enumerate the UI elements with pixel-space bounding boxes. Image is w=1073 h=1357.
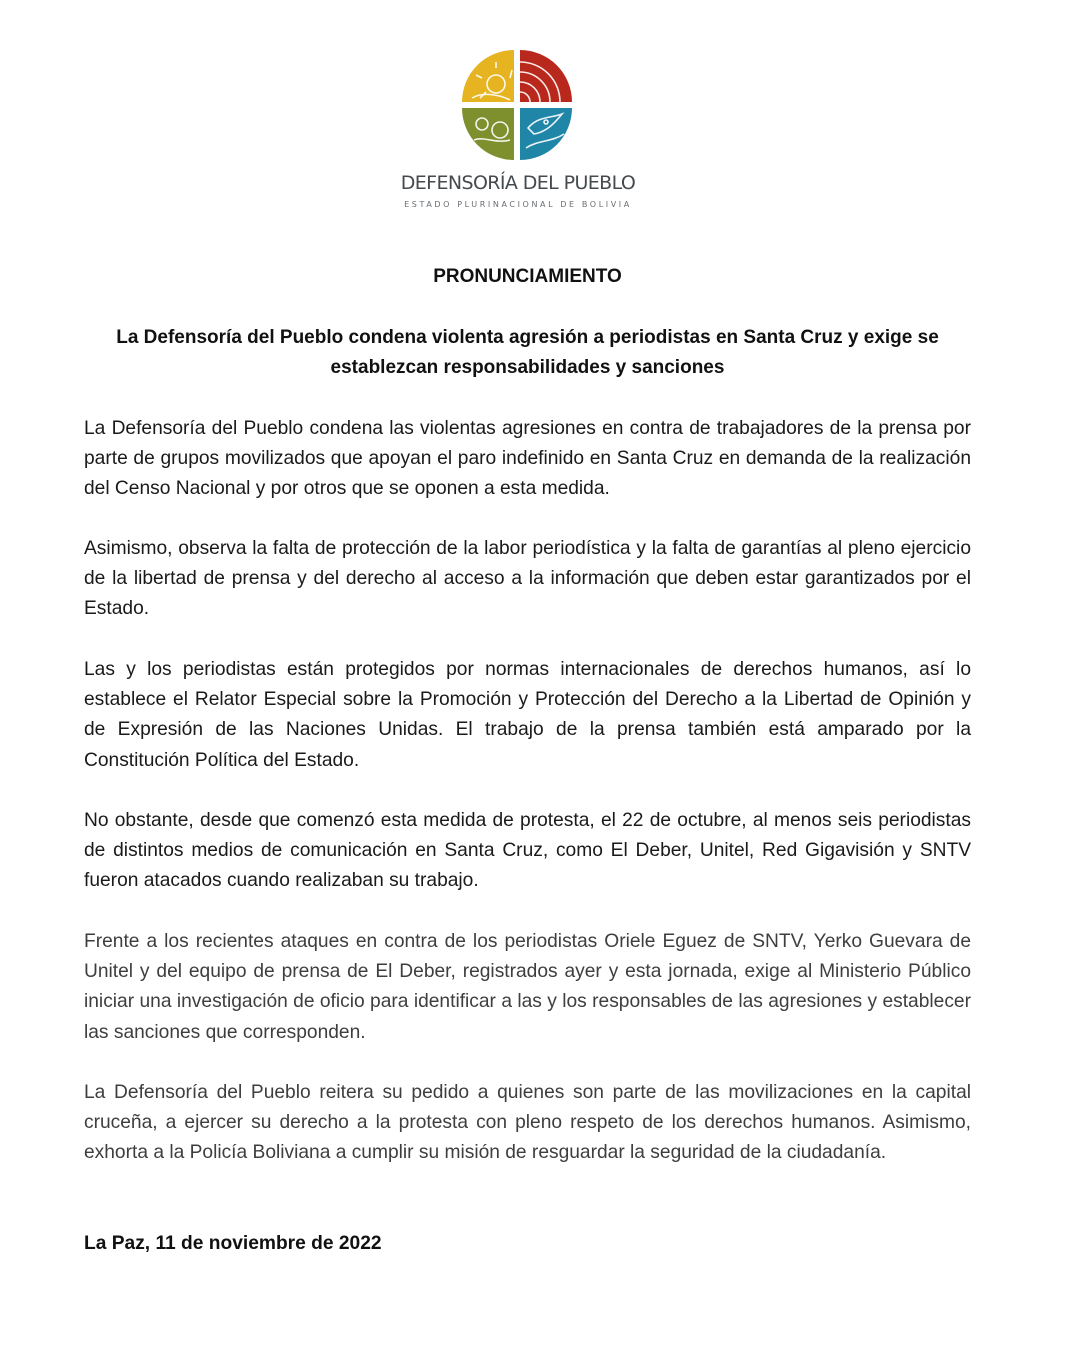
paragraph-1: La Defensoría del Pueblo condena las violentas agresiones en contra de trabajadores de la prensa por parte de grupos movilizados que apoyan el paro indefinido en Santa Cruz en demanda de la realización del Censo Nacional y por otros que se oponen a esta medida. [84, 418, 971, 500]
org-subtitle: ESTADO PLURINACIONAL DE BOLIVIA [404, 200, 632, 209]
document-subtitle: La Defensoría del Pueblo condena violenta agresión a periodistas en Santa Cruz y exige se establezcan responsabilidades y sanciones [116, 327, 939, 378]
place-and-date: La Paz, 11 de noviembre de 2022 [84, 1233, 382, 1254]
paragraph-4: No obstante, desde que comenzó esta medida de protesta, el 22 de octubre, al menos seis periodistas de distintos medios de comunicación en Santa Cruz, como El Deber, Unitel, Red Gigavisión y SNTV fueron atacados cuando realizaban su trabajo. [84, 810, 971, 892]
quadrant-emblem-icon [460, 48, 576, 164]
paragraph-5: Frente a los recientes ataques en contra de los periodistas Oriele Eguez de SNTV, Yerko Guevara de Unitel y del equipo de prensa de El Deber, registrados ayer y esta jornada, exige al Ministerio Público iniciar una investigación de oficio para identificar a las y los responsables de las agresiones y establecer las sanciones que corresponden. [84, 931, 971, 1043]
defensoria-logo [398, 48, 638, 218]
org-name: DEFENSORÍA DEL PUEBLO [400, 172, 636, 194]
paragraph-3: Las y los periodistas están protegidos por normas internacionales de derechos humanos, así lo establece el Relator Especial sobre la Promoción y Protección del Derecho a la Libertad de Opinión y de Expresión de las Naciones Unidas. El trabajo de la prensa también está amparado por la Constitución Política del Estado. [84, 659, 971, 771]
document-title: PRONUNCIAMIENTO [433, 266, 622, 287]
paragraph-2: Asimismo, observa la falta de protección de la labor periodística y la falta de garantías al pleno ejercicio de la libertad de prensa y del derecho al acceso a la información que deben estar garantizados por el Estado. [84, 538, 971, 620]
paragraph-6: La Defensoría del Pueblo reitera su pedido a quienes son parte de las movilizaciones en la capital cruceña, a ejercer su derecho a la protesta con pleno respeto de los derechos humanos. Asimismo, exhorta a la Policía Boliviana a cumplir su misión de resguardar la seguridad de la ciudadanía. [84, 1082, 971, 1164]
